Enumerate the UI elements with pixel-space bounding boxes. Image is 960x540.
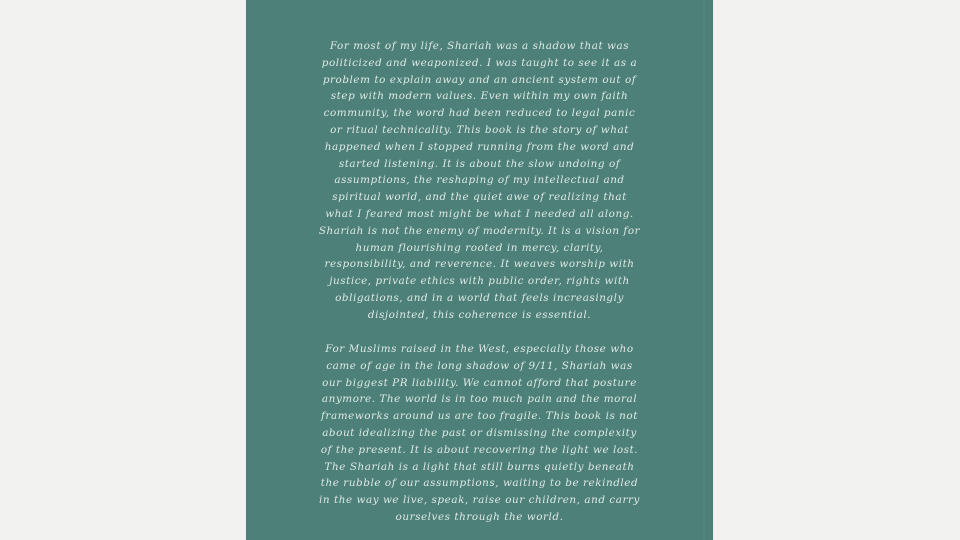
paragraph-line: obligations, and in a world that feels increasingly (335, 291, 624, 304)
paragraph-line: the rubble of our assumptions, waiting to be rekindled (320, 477, 639, 490)
paragraph-line: started listening. It is about the slow undoing of (338, 157, 621, 170)
paragraph-line: step with modern values. Even within my own faith (330, 90, 629, 103)
paragraph-line: about idealizing the past or dismissing the complexity (322, 426, 637, 439)
paragraph-line: disjointed, this coherence is essential. (367, 308, 592, 321)
paragraph-2 (316, 341, 643, 526)
paragraph-line: assumptions, the reshaping of my intellectual and (334, 174, 625, 187)
paragraph-line: For most of my life, Shariah was a shadow that was (329, 40, 630, 52)
paragraph-line: anymore. The world is in too much pain and the moral (321, 393, 638, 406)
paragraph-line: happened when I stopped running from the word and (324, 140, 635, 153)
paragraph-1 (316, 38, 643, 324)
paragraph-line: politicized and weaponized. I was taught to see it as a (321, 56, 638, 69)
paragraph-line: For Muslims raised in the West, especially those who (325, 343, 634, 355)
paragraph-line: or ritual technicality. This book is the story of what (330, 123, 629, 136)
paragraph-line: spiritual world, and the quiet awe of realizing that (332, 191, 627, 204)
paragraph-line: problem to explain away and an ancient system out of (322, 73, 637, 86)
paragraph-line: ourselves through the world. (395, 510, 564, 523)
paragraph-line: of the present. It is about recovering the light we lost. (320, 443, 639, 456)
paragraph-line: responsibility, and reverence. It weaves worship with (324, 258, 635, 271)
paragraph-line: in the way we live, speak, raise our children, and carry (319, 494, 640, 507)
paragraph-line: frameworks around us are too fragile. This book is not (321, 410, 638, 423)
paragraph-line: justice, private ethics with public order, rights with (329, 275, 630, 288)
book-back-cover (246, 0, 713, 540)
paragraph-line: what I feared most might be what I needed all along. (325, 207, 634, 220)
paragraph-line: our biggest PR liability. We cannot afford that posture (322, 376, 637, 389)
paragraph-line: came of age in the long shadow of 9/11, Shariah was (326, 359, 633, 372)
paragraph-line: The Shariah is a light that still burns quietly beneath (324, 460, 635, 473)
paragraph-line: human flourishing rooted in mercy, clarity, (355, 241, 604, 254)
paragraph-line: community, the word had been reduced to legal panic (323, 107, 636, 120)
paragraph-line: Shariah is not the enemy of modernity. It is a vision for (318, 224, 641, 237)
